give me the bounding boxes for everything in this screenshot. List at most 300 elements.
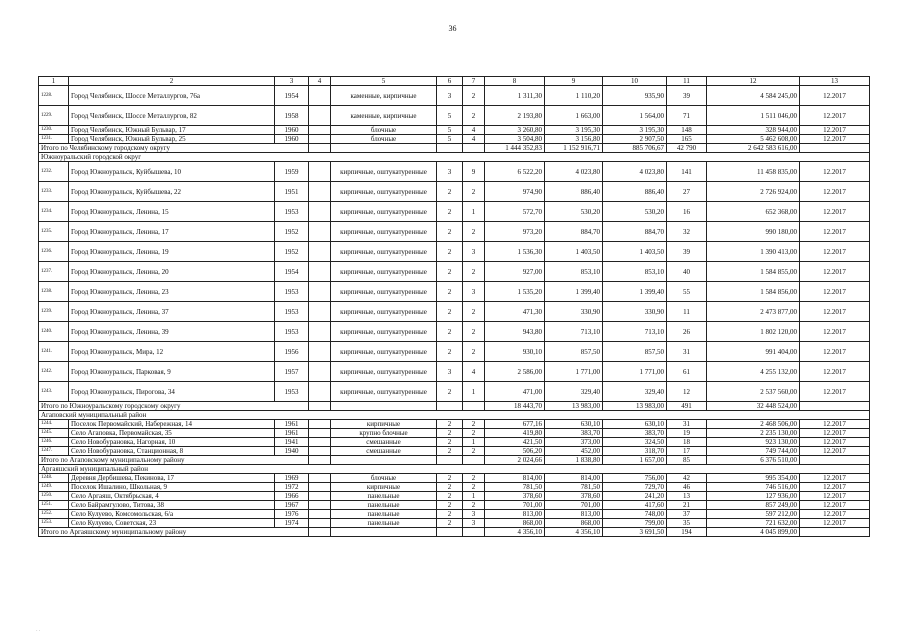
table-cell (331, 528, 437, 537)
cost-cell: 2 726 924,00 (707, 182, 800, 202)
entrances-cell: 2 (463, 342, 485, 362)
address-cell: Поселок Первомайский, Набережная, 14 (69, 420, 275, 429)
year-cell: 1957 (275, 362, 309, 382)
cost-cell: 749 744,00 (707, 447, 800, 456)
table-cell (437, 456, 463, 465)
row-number: 1235. (39, 222, 69, 242)
total-area-cell: 572,70 (485, 202, 545, 222)
table-cell (309, 182, 331, 202)
living-area-cell: 324,50 (603, 438, 667, 447)
area-cell: 378,60 (545, 492, 603, 501)
column-number-cell: 7 (463, 77, 485, 86)
row-number: 1251. (39, 501, 69, 510)
floors-cell: 2 (437, 342, 463, 362)
date-cell: 12.2017 (800, 510, 870, 519)
residents-cell: 27 (667, 182, 707, 202)
cost-cell: 1 584 856,00 (707, 282, 800, 302)
area-cell: 383,70 (545, 429, 603, 438)
residents-cell: 32 (667, 222, 707, 242)
residents-cell: 26 (667, 322, 707, 342)
row-number: 1229. (39, 106, 69, 126)
cost-cell: 1 511 046,00 (707, 106, 800, 126)
residents-cell: 39 (667, 242, 707, 262)
table-cell (309, 402, 331, 411)
living-area-cell: 1 403,50 (603, 242, 667, 262)
table-row (39, 106, 870, 126)
subtotal-row (39, 528, 870, 537)
living-area-cell: 630,10 (603, 420, 667, 429)
cost-cell: 127 936,00 (707, 492, 800, 501)
cost-cell: 2 235 130,00 (707, 429, 800, 438)
table-row (39, 282, 870, 302)
total-area-cell: 3 260,80 (485, 126, 545, 135)
living-area-cell: 799,00 (603, 519, 667, 528)
address-cell: Город Челябинск, Южный Бульвар, 17 (69, 126, 275, 135)
table-cell (309, 262, 331, 282)
area-cell: 813,00 (545, 510, 603, 519)
floors-cell: 2 (437, 483, 463, 492)
floors-cell: 2 (437, 322, 463, 342)
total-area-cell: 813,00 (485, 510, 545, 519)
year-cell: 1956 (275, 342, 309, 362)
date-cell: 12.2017 (800, 222, 870, 242)
residents-cell: 55 (667, 282, 707, 302)
table-row (39, 474, 870, 483)
living-area-cell: 857,50 (603, 342, 667, 362)
table-cell (309, 106, 331, 126)
table-cell (309, 474, 331, 483)
residents-cell: 13 (667, 492, 707, 501)
year-cell: 1951 (275, 182, 309, 202)
floors-cell: 2 (437, 429, 463, 438)
wall-material-cell: блочные (331, 135, 437, 144)
address-cell: Город Южноуральск, Ленина, 20 (69, 262, 275, 282)
entrances-cell: 2 (463, 106, 485, 126)
wall-material-cell: панельные (331, 492, 437, 501)
total-area-cell: 814,00 (485, 474, 545, 483)
table-cell (437, 144, 463, 153)
table-row (39, 242, 870, 262)
living-area-cell: 886,40 (603, 182, 667, 202)
year-cell: 1976 (275, 510, 309, 519)
year-cell: 1961 (275, 420, 309, 429)
total-area-cell: 421,50 (485, 438, 545, 447)
cost-cell: 328 944,00 (707, 126, 800, 135)
table-row (39, 126, 870, 135)
wall-material-cell: панельные (331, 501, 437, 510)
row-number: 1241. (39, 342, 69, 362)
floors-cell: 2 (437, 302, 463, 322)
area-cell: 1 663,00 (545, 106, 603, 126)
table-row (39, 135, 870, 144)
section-title: Агаповский муниципальный район (39, 411, 870, 420)
row-number: 1232. (39, 162, 69, 182)
living-area-cell: 4 023,80 (603, 162, 667, 182)
area-cell: 868,00 (545, 519, 603, 528)
row-number: 1228. (39, 86, 69, 106)
table-cell (309, 242, 331, 262)
area-cell: 701,00 (545, 501, 603, 510)
section-title-row (39, 465, 870, 474)
total-area-cell: 930,10 (485, 342, 545, 362)
date-cell: 12.2017 (800, 447, 870, 456)
column-number-cell: 1 (39, 77, 69, 86)
column-number-cell: 10 (603, 77, 667, 86)
table-row (39, 262, 870, 282)
date-cell: 12.2017 (800, 135, 870, 144)
wall-material-cell: кирпичные, оштукатуренные (331, 262, 437, 282)
wall-material-cell: крупно блочные (331, 429, 437, 438)
entrances-cell: 4 (463, 135, 485, 144)
living-area-cell: 329,40 (603, 382, 667, 402)
living-area-cell: 729,70 (603, 483, 667, 492)
total-area-cell: 943,80 (485, 322, 545, 342)
floors-cell: 2 (437, 492, 463, 501)
total-area-cell: 471,00 (485, 382, 545, 402)
date-cell: 12.2017 (800, 202, 870, 222)
residents-cell: 11 (667, 302, 707, 322)
residents-cell: 16 (667, 202, 707, 222)
address-cell: Село Кулуево, Советская, 23 (69, 519, 275, 528)
area-cell: 781,50 (545, 483, 603, 492)
wall-material-cell: смешанные (331, 447, 437, 456)
table-cell (309, 222, 331, 242)
year-cell: 1953 (275, 382, 309, 402)
address-cell: Город Челябинск, Шоссе Металлургов, 82 (69, 106, 275, 126)
area-cell: 452,00 (545, 447, 603, 456)
row-number: 1252. (39, 510, 69, 519)
table-cell (309, 144, 331, 153)
column-number-cell: 13 (800, 77, 870, 86)
subtotal-residents: 194 (667, 528, 707, 537)
cost-cell: 1 390 413,00 (707, 242, 800, 262)
residents-cell: 148 (667, 126, 707, 135)
row-number: 1247. (39, 447, 69, 456)
table-cell (309, 510, 331, 519)
total-area-cell: 2 193,80 (485, 106, 545, 126)
residents-cell: 18 (667, 438, 707, 447)
year-cell: 1954 (275, 86, 309, 106)
year-cell: 1961 (275, 429, 309, 438)
row-number: 1253. (39, 519, 69, 528)
table-row (39, 162, 870, 182)
year-cell: 1972 (275, 483, 309, 492)
table-cell (309, 447, 331, 456)
living-area-cell: 935,90 (603, 86, 667, 106)
entrances-cell: 2 (463, 420, 485, 429)
date-cell: 12.2017 (800, 474, 870, 483)
wall-material-cell: панельные (331, 519, 437, 528)
date-cell: 12.2017 (800, 342, 870, 362)
floors-cell: 2 (437, 519, 463, 528)
address-cell: Город Южноуральск, Мира, 12 (69, 342, 275, 362)
entrances-cell: 2 (463, 182, 485, 202)
table-cell (331, 402, 437, 411)
area-cell: 1 771,00 (545, 362, 603, 382)
subtotal-label: Итого по Агаповскому муниципальному району (39, 456, 309, 465)
residents-cell: 21 (667, 501, 707, 510)
table-cell (309, 501, 331, 510)
floors-cell: 2 (437, 262, 463, 282)
address-cell: Город Южноуральск, Куйбышева, 10 (69, 162, 275, 182)
living-area-cell: 1 771,00 (603, 362, 667, 382)
table-cell (463, 144, 485, 153)
residents-cell: 165 (667, 135, 707, 144)
table-row (39, 519, 870, 528)
year-cell: 1940 (275, 447, 309, 456)
cost-cell: 1 802 120,00 (707, 322, 800, 342)
total-area-cell: 701,00 (485, 501, 545, 510)
residents-cell: 46 (667, 483, 707, 492)
address-cell: Село Аргаяш, Октябрьская, 4 (69, 492, 275, 501)
table-cell (309, 483, 331, 492)
row-number: 1231. (39, 135, 69, 144)
cost-cell: 990 180,00 (707, 222, 800, 242)
table-cell (309, 519, 331, 528)
floors-cell: 2 (437, 510, 463, 519)
entrances-cell: 3 (463, 282, 485, 302)
table-row (39, 322, 870, 342)
floors-cell: 2 (437, 447, 463, 456)
year-cell: 1953 (275, 322, 309, 342)
table-cell (463, 456, 485, 465)
column-number-cell: 4 (309, 77, 331, 86)
entrances-cell: 1 (463, 202, 485, 222)
entrances-cell: 2 (463, 222, 485, 242)
table-row (39, 86, 870, 106)
section-title: Аргаяшский муниципальный район (39, 465, 870, 474)
date-cell: 12.2017 (800, 420, 870, 429)
address-cell: Город Южноуральск, Пирогова, 34 (69, 382, 275, 402)
living-area-cell: 853,10 (603, 262, 667, 282)
row-number: 1243. (39, 382, 69, 402)
residents-cell: 35 (667, 519, 707, 528)
section-title-row (39, 153, 870, 162)
table-cell (800, 528, 870, 537)
floors-cell: 3 (437, 362, 463, 382)
table-cell (309, 456, 331, 465)
living-area-cell: 748,00 (603, 510, 667, 519)
subtotal-label: Итого по Челябинскому городскому округу (39, 144, 309, 153)
table-cell (437, 528, 463, 537)
table-row (39, 420, 870, 429)
residents-cell: 31 (667, 420, 707, 429)
address-cell: Город Южноуральск, Ленина, 17 (69, 222, 275, 242)
column-number-cell: 12 (707, 77, 800, 86)
address-cell: Город Челябинск, Шоссе Металлургов, 76а (69, 86, 275, 106)
living-area-cell: 713,10 (603, 322, 667, 342)
year-cell: 1967 (275, 501, 309, 510)
year-cell: 1941 (275, 438, 309, 447)
row-number: 1230. (39, 126, 69, 135)
total-area-cell: 973,20 (485, 222, 545, 242)
year-cell: 1953 (275, 282, 309, 302)
row-number: 1237. (39, 262, 69, 282)
table-row (39, 438, 870, 447)
residents-cell: 42 (667, 474, 707, 483)
entrances-cell: 4 (463, 126, 485, 135)
living-area-cell: 3 195,30 (603, 126, 667, 135)
entrances-cell: 4 (463, 362, 485, 382)
subtotal-living-area: 13 983,00 (603, 402, 667, 411)
year-cell: 1974 (275, 519, 309, 528)
area-cell: 1 399,40 (545, 282, 603, 302)
total-area-cell: 506,20 (485, 447, 545, 456)
total-area-cell: 868,00 (485, 519, 545, 528)
date-cell: 12.2017 (800, 242, 870, 262)
wall-material-cell: кирпичные, оштукатуренные (331, 242, 437, 262)
residents-cell: 40 (667, 262, 707, 282)
living-area-cell: 330,90 (603, 302, 667, 322)
table-cell (309, 322, 331, 342)
column-number-row (39, 77, 870, 86)
table-row (39, 362, 870, 382)
page-number: 36 (448, 24, 457, 33)
floors-cell: 2 (437, 282, 463, 302)
row-number: 1233. (39, 182, 69, 202)
address-cell: Село Агаповка, Первомайская, 35 (69, 429, 275, 438)
subtotal-total-area: 18 443,70 (485, 402, 545, 411)
column-number-cell: 3 (275, 77, 309, 86)
row-number: 1236. (39, 242, 69, 262)
year-cell: 1958 (275, 106, 309, 126)
address-cell: Город Южноуральск, Ленина, 23 (69, 282, 275, 302)
table-row (39, 510, 870, 519)
wall-material-cell: каменные, кирпичные (331, 106, 437, 126)
area-cell: 713,10 (545, 322, 603, 342)
total-area-cell: 6 522,20 (485, 162, 545, 182)
table-cell (309, 429, 331, 438)
area-cell: 1 403,50 (545, 242, 603, 262)
table-cell (309, 86, 331, 106)
year-cell: 1966 (275, 492, 309, 501)
wall-material-cell: кирпичные, оштукатуренные (331, 282, 437, 302)
wall-material-cell: смешанные (331, 438, 437, 447)
table-cell (309, 420, 331, 429)
floors-cell: 2 (437, 242, 463, 262)
table-cell (800, 402, 870, 411)
entrances-cell: 2 (463, 447, 485, 456)
total-area-cell: 927,00 (485, 262, 545, 282)
row-number: 1239. (39, 302, 69, 322)
area-cell: 373,00 (545, 438, 603, 447)
living-area-cell: 241,20 (603, 492, 667, 501)
total-area-cell: 781,50 (485, 483, 545, 492)
wall-material-cell: блочные (331, 474, 437, 483)
cost-cell: 721 632,00 (707, 519, 800, 528)
date-cell: 12.2017 (800, 438, 870, 447)
wall-material-cell: панельные (331, 510, 437, 519)
row-number: 1248. (39, 474, 69, 483)
entrances-cell: 2 (463, 483, 485, 492)
floors-cell: 2 (437, 420, 463, 429)
cost-cell: 5 462 608,00 (707, 135, 800, 144)
area-cell: 330,90 (545, 302, 603, 322)
row-number: 1238. (39, 282, 69, 302)
living-area-cell: 417,60 (603, 501, 667, 510)
table-cell (800, 144, 870, 153)
address-cell: Город Южноуральск, Ленина, 15 (69, 202, 275, 222)
column-number-cell: 5 (331, 77, 437, 86)
date-cell: 12.2017 (800, 302, 870, 322)
subtotal-label: Итого по Аргаяшскому муниципальному району (39, 528, 309, 537)
entrances-cell: 3 (463, 519, 485, 528)
residents-cell: 141 (667, 162, 707, 182)
living-area-cell: 884,70 (603, 222, 667, 242)
area-cell: 884,70 (545, 222, 603, 242)
row-number: 1246. (39, 438, 69, 447)
year-cell: 1959 (275, 162, 309, 182)
wall-material-cell: кирпичные, оштукатуренные (331, 362, 437, 382)
wall-material-cell: кирпичные, оштукатуренные (331, 202, 437, 222)
subtotal-residents: 491 (667, 402, 707, 411)
entrances-cell: 3 (463, 510, 485, 519)
wall-material-cell: кирпичные, оштукатуренные (331, 182, 437, 202)
area-cell: 814,00 (545, 474, 603, 483)
residents-cell: 19 (667, 429, 707, 438)
table-row (39, 501, 870, 510)
address-cell: Город Южноуральск, Куйбышева, 22 (69, 182, 275, 202)
total-area-cell: 471,30 (485, 302, 545, 322)
area-cell: 630,10 (545, 420, 603, 429)
table-cell (309, 162, 331, 182)
year-cell: 1953 (275, 202, 309, 222)
cost-cell: 2 537 560,00 (707, 382, 800, 402)
living-area-cell: 530,20 (603, 202, 667, 222)
wall-material-cell: кирпичные, оштукатуренные (331, 162, 437, 182)
year-cell: 1960 (275, 126, 309, 135)
table-row (39, 483, 870, 492)
total-area-cell: 1 311,30 (485, 86, 545, 106)
wall-material-cell: блочные (331, 126, 437, 135)
entrances-cell: 2 (463, 86, 485, 106)
address-cell: Село Кулуево, Комсомольская, 6/а (69, 510, 275, 519)
total-area-cell: 677,16 (485, 420, 545, 429)
housing-register-table (38, 76, 870, 537)
residents-cell: 39 (667, 86, 707, 106)
residents-cell: 61 (667, 362, 707, 382)
entrances-cell: 2 (463, 262, 485, 282)
table-row (39, 447, 870, 456)
date-cell: 12.2017 (800, 483, 870, 492)
floors-cell: 5 (437, 106, 463, 126)
residents-cell: 71 (667, 106, 707, 126)
subtotal-row (39, 144, 870, 153)
date-cell: 12.2017 (800, 282, 870, 302)
address-cell: Село Байрамгулово, Титова, 38 (69, 501, 275, 510)
table-cell (309, 342, 331, 362)
address-cell: Город Южноуральск, Парковая, 9 (69, 362, 275, 382)
living-area-cell: 318,70 (603, 447, 667, 456)
entrances-cell: 2 (463, 501, 485, 510)
living-area-cell: 1 399,40 (603, 282, 667, 302)
entrances-cell: 1 (463, 492, 485, 501)
section-title-row (39, 411, 870, 420)
table-cell (309, 492, 331, 501)
table-body (39, 77, 870, 537)
total-area-cell: 2 586,00 (485, 362, 545, 382)
row-number: 1234. (39, 202, 69, 222)
total-area-cell: 1 535,20 (485, 282, 545, 302)
date-cell: 12.2017 (800, 162, 870, 182)
date-cell: 12.2017 (800, 106, 870, 126)
wall-material-cell: кирпичные (331, 483, 437, 492)
row-number: 1245. (39, 429, 69, 438)
address-cell: Деревня Дербишева, Пекинова, 17 (69, 474, 275, 483)
floors-cell: 5 (437, 126, 463, 135)
living-area-cell: 2 907,50 (603, 135, 667, 144)
wall-material-cell: кирпичные (331, 420, 437, 429)
